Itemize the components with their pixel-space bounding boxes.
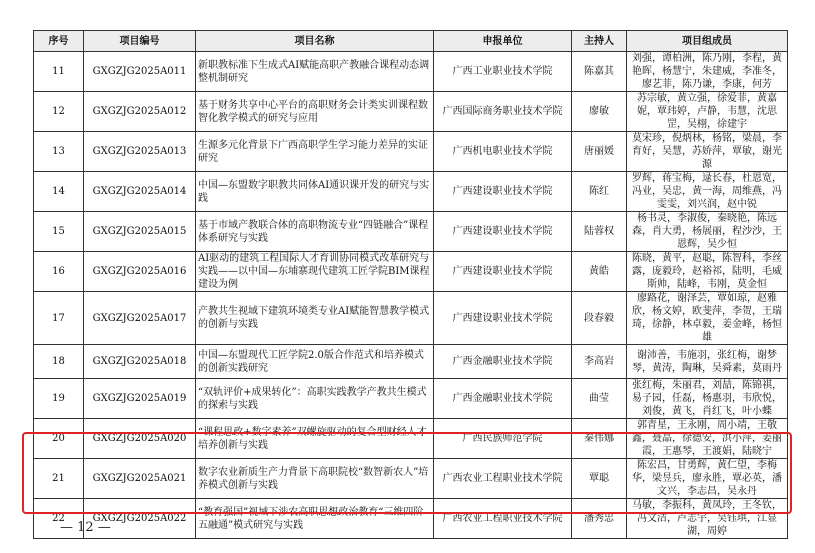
cell-members: 陈晓，黄平，赵聪，陈智科，李丝露，庞毅玲，赵裕祁，陆明，毛威斯帅，陆峰，韦刚，莫金恒 [627, 252, 788, 292]
cell-serial: 13 [34, 132, 84, 172]
cell-unit: 广西机电职业技术学院 [434, 132, 572, 172]
table-row [34, 292, 788, 345]
table-row [34, 212, 788, 252]
cell-unit: 广西国际商务职业技术学院 [434, 92, 572, 132]
cell-host: 李高岩 [572, 345, 627, 379]
cell-host: 陈红 [572, 172, 627, 212]
cell-serial: 11 [34, 52, 84, 92]
cell-unit: 广西建设职业技术学院 [434, 292, 572, 345]
cell-members: 杨书灵，李淑俊，秦晓艳，陈远森，肖大勇，杨展丽，程沙沙，王恩辉，吴少恒 [627, 212, 788, 252]
cell-code: GXGZJG2025A013 [84, 132, 196, 172]
cell-host: 潘秀忠 [572, 499, 627, 539]
cell-serial: 15 [34, 212, 84, 252]
cell-members: 罗辉，蒋宝梅，逯长春，杜恩宽，冯业，吴忠，黄一海，周维燕，冯雯雯，刘兴润，赵中锐 [627, 172, 788, 212]
cell-members: 谢沛善，韦施羽，张红梅，谢梦琴，黄涛，陶琳，吴舜素，莫雨丹 [627, 345, 788, 379]
cell-serial: 20 [34, 419, 84, 459]
cell-host: 覃聪 [572, 459, 627, 499]
cell-members: 马敏，李振科，黄凤玲，王冬钦，冯文洁，卢志宇，吴钰琪，江显湖，周婷 [627, 499, 788, 539]
cell-serial: 14 [34, 172, 84, 212]
cell-name: AI驱动的建筑工程国际人才育训协同模式改革研究与实践——以中国—东埔寨现代建筑工匠学院BIM课程建设为例 [196, 252, 434, 292]
cell-code: GXGZJG2025A011 [84, 52, 196, 92]
table-row [34, 172, 788, 212]
cell-code: GXGZJG2025A016 [84, 252, 196, 292]
cell-members: 陈宏昌，甘勇辉，黄仁望，李梅华，梁昱兵，廖永胜，覃必英，潘文兴，李志昌，吴永丹 [627, 459, 788, 499]
cell-host: 段春毅 [572, 292, 627, 345]
table-row [34, 92, 788, 132]
cell-code: GXGZJG2025A015 [84, 212, 196, 252]
cell-host: 黄皓 [572, 252, 627, 292]
cell-name: 生源多元化背景下广西高职学生学习能力差异的实证研究 [196, 132, 434, 172]
cell-unit: 广西金融职业技术学院 [434, 379, 572, 419]
cell-code: GXGZJG2025A012 [84, 92, 196, 132]
cell-members: 廖路花，谢泽芸，覃如琼，赵雅欣，杨文婷，欧斐萍，李贺，王瑞琦，徐静，林卓毅，姜金峰，杨恒雄 [627, 292, 788, 345]
cell-members: 刘强，谭柏洲，陈乃刚，李程，黄艳晖，杨慧宁，朱建威，李准冬，廖艺菲，陈乃谦，李康，何芳 [627, 52, 788, 92]
cell-code: GXGZJG2025A017 [84, 292, 196, 345]
header-host: 主持人 [572, 31, 627, 52]
cell-serial: 19 [34, 379, 84, 419]
cell-serial: 21 [34, 459, 84, 499]
cell-code: GXGZJG2025A019 [84, 379, 196, 419]
table-header-row [34, 31, 788, 52]
header-project-name: 项目名称 [196, 31, 434, 52]
cell-unit: 广西金融职业技术学院 [434, 345, 572, 379]
cell-name: 产教共生视域下建筑环境类专业AI赋能智慧教学模式的创新与实践 [196, 292, 434, 345]
cell-host: 廖敏 [572, 92, 627, 132]
cell-serial: 17 [34, 292, 84, 345]
cell-name: “课程思政+数字素养”双螺旋驱动的复合型财经人才培养创新与实践 [196, 419, 434, 459]
cell-host: 曲莹 [572, 379, 627, 419]
cell-name: 基于市域产教联合体的高职物流专业“四链融合”课程体系研究与实践 [196, 212, 434, 252]
table-row [34, 52, 788, 92]
cell-host: 唐丽媛 [572, 132, 627, 172]
cell-name: 数字农业新质生产力背景下高职院校“数智新农人”培养模式创新与实践 [196, 459, 434, 499]
header-serial: 序号 [34, 31, 84, 52]
cell-unit: 广西建设职业技术学院 [434, 212, 572, 252]
table-row [34, 499, 788, 539]
cell-unit: 广西建设职业技术学院 [434, 172, 572, 212]
cell-name: 基于财务共享中心平台的高职财务会计类实训课程数智化教学模式的研究与应用 [196, 92, 434, 132]
cell-unit: 广西民族师范学院 [434, 419, 572, 459]
cell-members: 郭青星，王永刚，周小靖，王敬鑫，聂晶，徐德安，洪小萍，姜丽霞，王惠琴，王渡娟，陆晓宁 [627, 419, 788, 459]
cell-unit: 广西工业职业技术学院 [434, 52, 572, 92]
cell-host: 陈嘉其 [572, 52, 627, 92]
page-number: — 12 — [60, 520, 111, 535]
header-members: 项目组成员 [627, 31, 788, 52]
cell-members: 张红梅，朱丽君，刘喆，陈锦祺，易子园，任磊，杨惠羽，韦欣悦，刘俊，黄飞，肖红飞，叶小蝶 [627, 379, 788, 419]
cell-host: 秦伟娜 [572, 419, 627, 459]
table-row [34, 252, 788, 292]
cell-name: 中国—东盟数字职教共同体AI通识课开发的研究与实践 [196, 172, 434, 212]
cell-name: 新职教标准下生成式AI赋能高职产教融合课程动态调整机制研究 [196, 52, 434, 92]
cell-unit: 广西建设职业技术学院 [434, 252, 572, 292]
cell-serial: 18 [34, 345, 84, 379]
project-table [33, 30, 788, 539]
header-project-code: 项目编号 [84, 31, 196, 52]
cell-serial: 16 [34, 252, 84, 292]
cell-unit: 广西农业工程职业技术学院 [434, 499, 572, 539]
cell-unit: 广西农业工程职业技术学院 [434, 459, 572, 499]
cell-name: 中国—东盟现代工匠学院2.0版合作范式和培养模式的创新实践研究 [196, 345, 434, 379]
table-row [34, 379, 788, 419]
table-row [34, 459, 788, 499]
header-applicant-unit: 申报单位 [434, 31, 572, 52]
table-row [34, 132, 788, 172]
cell-name: “双轨评价+成果转化”：高职实践教学产教共生模式的探索与实践 [196, 379, 434, 419]
cell-code: GXGZJG2025A022 [84, 499, 196, 539]
cell-members: 莫宋珍，倪炳林，杨铭，梁晨，李育好，吴慧，苏娇萍，覃敏，谢光源 [627, 132, 788, 172]
cell-members: 苏宗敏，黄立强，徐爱菲，黄嘉妮，覃玮婷，卢静，韦慧，沈思罡，吴栩，徐建宇 [627, 92, 788, 132]
table-row [34, 345, 788, 379]
cell-host: 陆蓉权 [572, 212, 627, 252]
cell-name: “教育强国”视域下涉农高职思想政治教育“三维四阶五融通”模式研究与实践 [196, 499, 434, 539]
table-row [34, 419, 788, 459]
cell-code: GXGZJG2025A021 [84, 459, 196, 499]
cell-serial: 12 [34, 92, 84, 132]
cell-code: GXGZJG2025A020 [84, 419, 196, 459]
cell-serial: 22 [34, 499, 84, 539]
cell-code: GXGZJG2025A018 [84, 345, 196, 379]
cell-code: GXGZJG2025A014 [84, 172, 196, 212]
